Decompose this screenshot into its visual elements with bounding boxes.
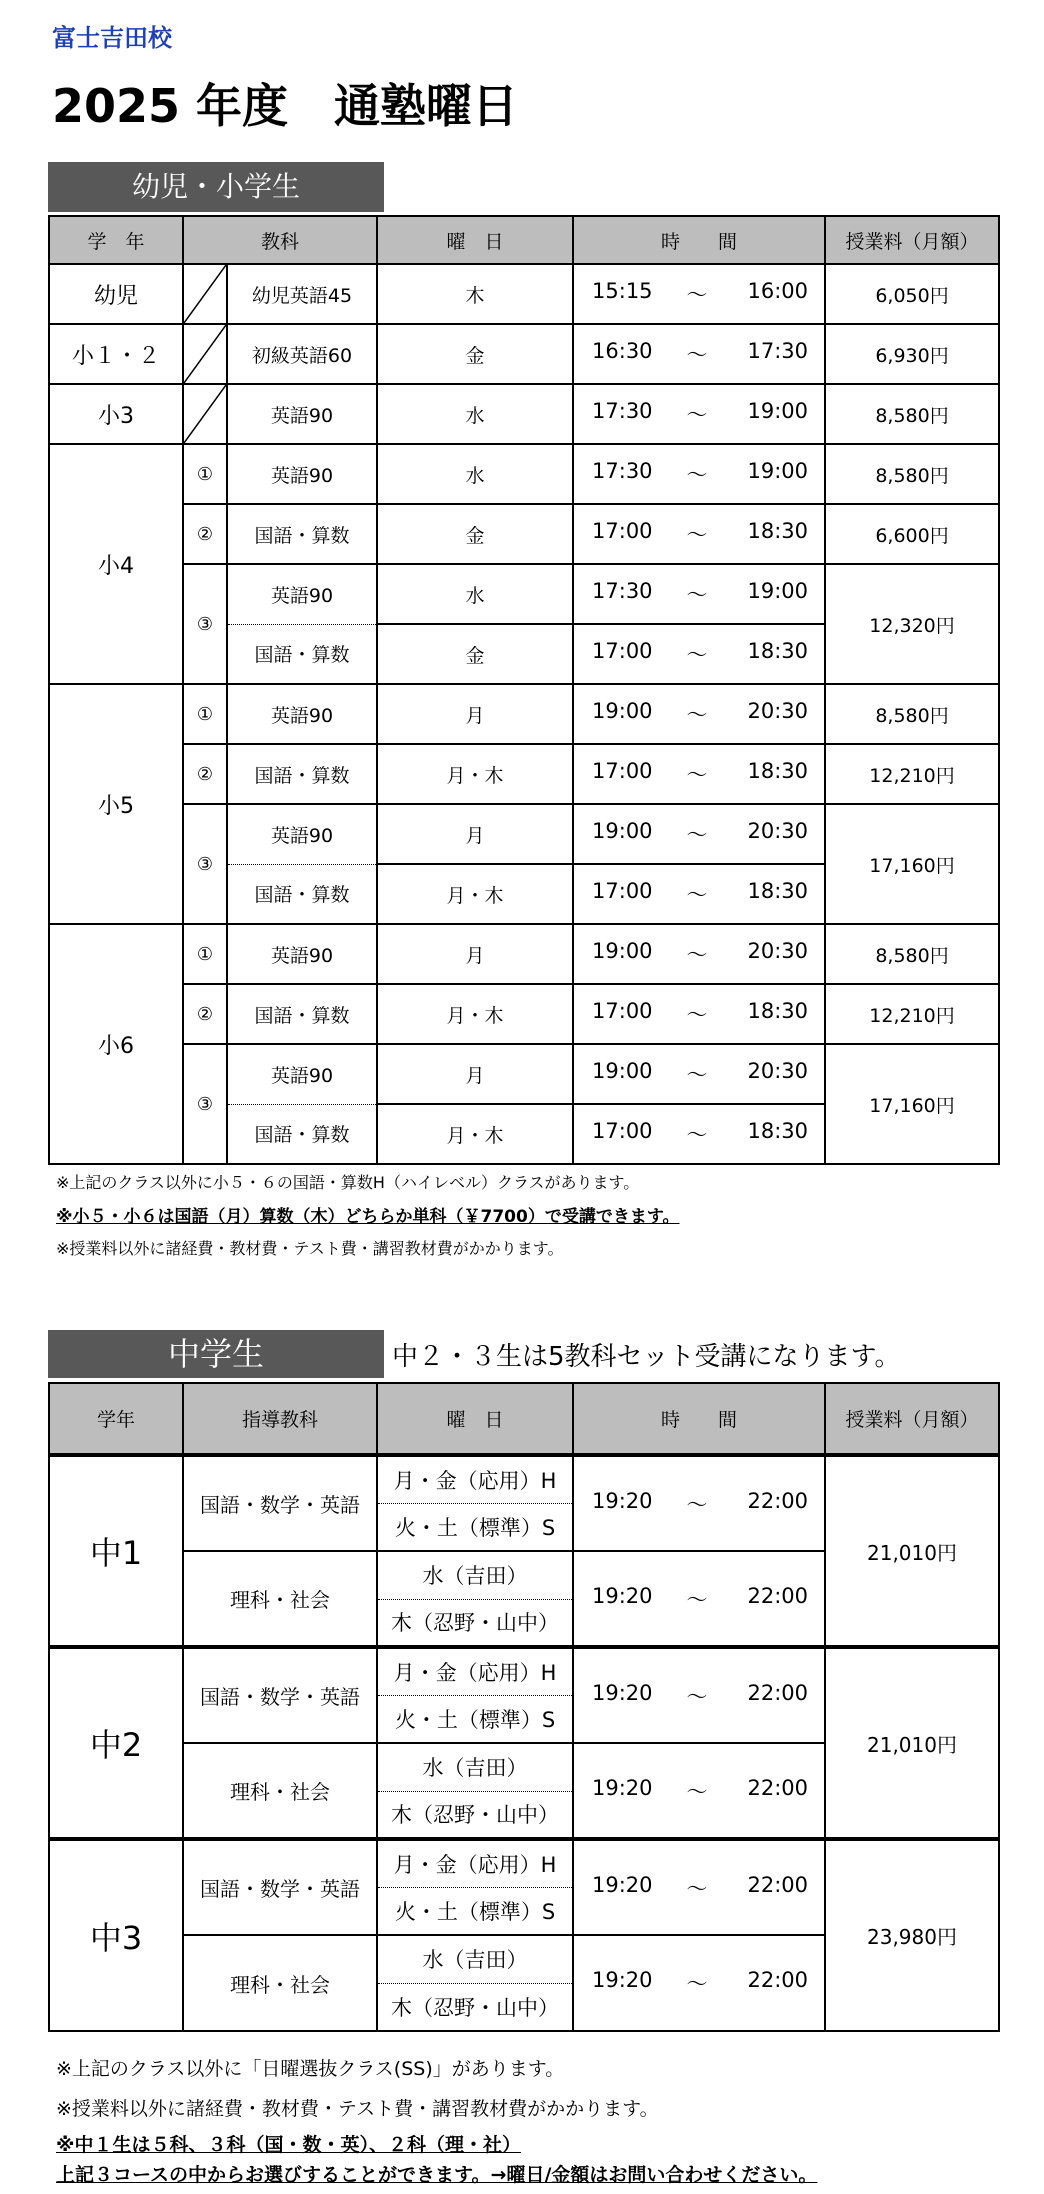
end-time: 18:30 (747, 879, 809, 903)
start-time: 17:30 (592, 399, 653, 423)
fee-cell: 12,210円 (825, 744, 999, 804)
table-row (49, 264, 999, 324)
subject-cell: 国語・算数 (227, 624, 377, 684)
course-number: ② (183, 984, 227, 1044)
course-number: ③ (183, 564, 227, 684)
end-time: 19:00 (747, 579, 809, 603)
time-cell (573, 564, 825, 624)
table-row (49, 684, 999, 744)
subject-cell: 幼児英語45 (227, 264, 377, 324)
time-separator: ～ (686, 463, 708, 487)
end-time: 22:00 (747, 1872, 808, 1897)
grade-cell: 小6 (49, 924, 183, 1164)
middle-note-emphasis: ※中１生は５科、３科（国・数・英）、２科（理・社） (56, 2134, 521, 2156)
table-row (49, 984, 999, 1044)
header-time: 時 間 (573, 216, 825, 264)
day-cell: 火・土（標準）S (377, 1695, 573, 1743)
fee-cell: 12,210円 (825, 984, 999, 1044)
table-row (49, 804, 999, 864)
middle-note: ※授業料以外に諸経費・教材費・テスト費・講習教材費がかかります。 (56, 2098, 659, 2120)
header-day: 曜 日 (377, 216, 573, 264)
time-separator: ～ (686, 1972, 708, 1996)
time-cell (573, 504, 825, 564)
day-cell: 水 (377, 384, 573, 444)
time-separator: ～ (686, 343, 708, 367)
grade-cell: 中2 (49, 1647, 183, 1839)
school-name: 富士吉田校 (52, 24, 172, 52)
subject-cell: 初級英語60 (227, 324, 377, 384)
table-header-row (49, 1383, 999, 1455)
day-cell: 月・金（応用）H (377, 1647, 573, 1695)
header-time: 時 間 (573, 1383, 825, 1455)
day-cell: 水（吉田） (377, 1743, 573, 1791)
end-time: 22:00 (747, 1775, 808, 1800)
end-time: 22:00 (747, 1680, 808, 1705)
table-row (49, 1839, 999, 1887)
middle-note: ※上記のクラス以外に「日曜選抜クラス(SS)」があります。 (56, 2058, 565, 2080)
fee-cell: 8,580円 (825, 444, 999, 504)
end-time: 22:00 (747, 1583, 808, 1608)
day-cell: 水（吉田） (377, 1935, 573, 1983)
start-time: 17:00 (592, 879, 653, 903)
subject-cell: 理科・社会 (183, 1551, 377, 1647)
start-time: 17:30 (592, 579, 653, 603)
fee-cell: 6,930円 (825, 324, 999, 384)
header-fee: 授業料（月額） (825, 1383, 999, 1455)
table-row (49, 924, 999, 984)
time-separator: ～ (686, 1492, 708, 1517)
time-cell (573, 624, 825, 684)
start-time: 16:30 (592, 339, 653, 363)
header-grade: 学 年 (49, 216, 183, 264)
grade-cell: 小4 (49, 444, 183, 684)
start-time: 17:00 (592, 1119, 653, 1143)
subject-cell: 英語90 (227, 444, 377, 504)
time-cell (573, 1044, 825, 1104)
middle-schedule-table (48, 1382, 1000, 2032)
time-cell (573, 324, 825, 384)
time-separator: ～ (686, 1587, 708, 1612)
header-fee: 授業料（月額） (825, 216, 999, 264)
subject-cell: 理科・社会 (183, 1743, 377, 1839)
day-cell: 月 (377, 684, 573, 744)
time-cell (573, 984, 825, 1044)
time-separator: ～ (686, 1003, 708, 1027)
start-time: 15:15 (592, 279, 653, 303)
subject-cell: 英語90 (227, 924, 377, 984)
time-cell (573, 1935, 825, 2031)
time-separator: ～ (686, 283, 708, 307)
time-cell (573, 864, 825, 924)
subject-cell: 国語・算数 (227, 744, 377, 804)
end-time: 18:30 (747, 519, 809, 543)
time-separator: ～ (686, 823, 708, 847)
time-separator: ～ (686, 703, 708, 727)
fee-cell: 12,320円 (825, 564, 999, 684)
table-row (49, 324, 999, 384)
header-subject: 指導教科 (183, 1383, 377, 1455)
page-title: 2025 年度 通塾曜日 (52, 79, 519, 133)
elementary-note-emphasis: ※小５・小６は国語（月）算数（木）どちらか単科（￥7700）で受講できます。 (56, 1207, 680, 1227)
time-separator: ～ (686, 1684, 708, 1709)
start-time: 17:00 (592, 519, 653, 543)
subject-cell: 英語90 (227, 564, 377, 624)
day-cell: 月 (377, 924, 573, 984)
course-number: ② (183, 504, 227, 564)
table-row (49, 384, 999, 444)
time-separator: ～ (686, 763, 708, 787)
end-time: 19:00 (747, 459, 809, 483)
day-cell: 水（吉田） (377, 1551, 573, 1599)
day-cell: 金 (377, 324, 573, 384)
fee-cell: 8,580円 (825, 684, 999, 744)
day-cell: 月 (377, 1044, 573, 1104)
start-time: 19:00 (592, 819, 653, 843)
subject-cell: 国語・数学・英語 (183, 1455, 377, 1551)
course-number: ① (183, 684, 227, 744)
header-day: 曜 日 (377, 1383, 573, 1455)
start-time: 19:20 (592, 1680, 653, 1705)
day-cell: 月・木 (377, 864, 573, 924)
time-cell (573, 444, 825, 504)
end-time: 19:00 (747, 399, 809, 423)
start-time: 19:00 (592, 699, 653, 723)
fee-cell: 6,600円 (825, 504, 999, 564)
day-cell: 金 (377, 504, 573, 564)
day-cell: 月・木 (377, 1104, 573, 1164)
end-time: 17:30 (747, 339, 809, 363)
header-subject: 教科 (183, 216, 377, 264)
course-number: ③ (183, 1044, 227, 1164)
time-cell (573, 1551, 825, 1647)
grade-cell: 小１・２ (49, 324, 183, 384)
subject-cell: 英語90 (227, 684, 377, 744)
day-cell: 月・木 (377, 744, 573, 804)
end-time: 20:30 (747, 699, 809, 723)
diagonal-cell (183, 264, 227, 324)
diagonal-cell (183, 324, 227, 384)
start-time: 17:00 (592, 639, 653, 663)
end-time: 18:30 (747, 1119, 809, 1143)
grade-cell: 小5 (49, 684, 183, 924)
start-time: 19:20 (592, 1872, 653, 1897)
day-cell: 火・土（標準）S (377, 1503, 573, 1551)
elementary-schedule-table (48, 215, 1000, 1165)
day-cell: 月・木 (377, 984, 573, 1044)
time-separator: ～ (686, 643, 708, 667)
end-time: 22:00 (747, 1488, 808, 1513)
time-separator: ～ (686, 1779, 708, 1804)
start-time: 17:00 (592, 999, 653, 1023)
time-separator: ～ (686, 943, 708, 967)
fee-cell: 17,160円 (825, 1044, 999, 1164)
time-cell (573, 264, 825, 324)
day-cell: 月・金（応用）H (377, 1455, 573, 1503)
time-separator: ～ (686, 523, 708, 547)
table-row (49, 564, 999, 624)
subject-cell: 国語・算数 (227, 504, 377, 564)
end-time: 18:30 (747, 759, 809, 783)
grade-cell: 中1 (49, 1455, 183, 1647)
end-time: 16:00 (747, 279, 809, 303)
start-time: 19:00 (592, 939, 653, 963)
time-separator: ～ (686, 1123, 708, 1147)
day-cell: 水 (377, 564, 573, 624)
table-row (49, 444, 999, 504)
table-row (49, 1044, 999, 1104)
start-time: 19:00 (592, 1059, 653, 1083)
time-separator: ～ (686, 1876, 708, 1901)
start-time: 17:30 (592, 459, 653, 483)
middle-section-note: 中２・３生は5教科セット受講になります。 (392, 1342, 901, 1372)
diagonal-cell (183, 384, 227, 444)
course-number: ③ (183, 804, 227, 924)
table-header-row (49, 216, 999, 264)
elementary-note: ※授業料以外に諸経費・教材費・テスト費・講習教材費がかかります。 (56, 1239, 564, 1258)
section-label-elementary: 幼児・小学生 (48, 162, 384, 212)
day-cell: 火・土（標準）S (377, 1887, 573, 1935)
time-separator: ～ (686, 583, 708, 607)
time-cell (573, 924, 825, 984)
fee-cell: 17,160円 (825, 804, 999, 924)
time-separator: ～ (686, 1063, 708, 1087)
time-separator: ～ (686, 403, 708, 427)
course-number: ① (183, 444, 227, 504)
time-cell (573, 1647, 825, 1743)
time-cell (573, 1839, 825, 1935)
time-cell (573, 1455, 825, 1551)
time-cell (573, 744, 825, 804)
section-label-middle: 中学生 (48, 1330, 384, 1378)
time-cell (573, 684, 825, 744)
day-cell: 木 (377, 264, 573, 324)
end-time: 20:30 (747, 1059, 809, 1083)
course-number: ① (183, 924, 227, 984)
grade-cell: 中3 (49, 1839, 183, 2031)
time-cell (573, 384, 825, 444)
time-separator: ～ (686, 883, 708, 907)
fee-cell: 6,050円 (825, 264, 999, 324)
day-cell: 月 (377, 804, 573, 864)
fee-cell: 21,010円 (825, 1455, 999, 1647)
day-cell: 月・金（応用）H (377, 1839, 573, 1887)
subject-cell: 国語・算数 (227, 864, 377, 924)
elementary-note: ※上記のクラス以外に小５・６の国語・算数H（ハイレベル）クラスがあります。 (56, 1173, 640, 1192)
subject-cell: 国語・数学・英語 (183, 1839, 377, 1935)
fee-cell: 8,580円 (825, 384, 999, 444)
subject-cell: 国語・数学・英語 (183, 1647, 377, 1743)
start-time: 17:00 (592, 759, 653, 783)
course-number: ② (183, 744, 227, 804)
grade-cell: 幼児 (49, 264, 183, 324)
end-time: 22:00 (747, 1968, 808, 1992)
table-row (49, 1647, 999, 1695)
end-time: 18:30 (747, 999, 809, 1023)
middle-note-emphasis: 上記３コースの中からお選びすることができます。→曜日/金額はお問い合わせください。 (56, 2164, 818, 2186)
fee-cell: 23,980円 (825, 1839, 999, 2031)
day-cell: 木（忍野・山中） (377, 1983, 573, 2031)
table-row (49, 504, 999, 564)
subject-cell: 理科・社会 (183, 1935, 377, 2031)
start-time: 19:20 (592, 1775, 653, 1800)
day-cell: 木（忍野・山中） (377, 1599, 573, 1647)
day-cell: 木（忍野・山中） (377, 1791, 573, 1839)
table-row (49, 744, 999, 804)
header-grade: 学年 (49, 1383, 183, 1455)
subject-cell: 国語・算数 (227, 1104, 377, 1164)
grade-cell: 小3 (49, 384, 183, 444)
subject-cell: 国語・算数 (227, 984, 377, 1044)
time-cell (573, 1743, 825, 1839)
end-time: 18:30 (747, 639, 809, 663)
start-time: 19:20 (592, 1583, 653, 1608)
day-cell: 金 (377, 624, 573, 684)
subject-cell: 英語90 (227, 804, 377, 864)
time-cell (573, 1104, 825, 1164)
fee-cell: 21,010円 (825, 1647, 999, 1839)
table-row (49, 1455, 999, 1503)
subject-cell: 英語90 (227, 384, 377, 444)
time-cell (573, 804, 825, 864)
end-time: 20:30 (747, 819, 809, 843)
start-time: 19:20 (592, 1968, 653, 1992)
fee-cell: 8,580円 (825, 924, 999, 984)
start-time: 19:20 (592, 1488, 653, 1513)
end-time: 20:30 (747, 939, 809, 963)
day-cell: 水 (377, 444, 573, 504)
subject-cell: 英語90 (227, 1044, 377, 1104)
